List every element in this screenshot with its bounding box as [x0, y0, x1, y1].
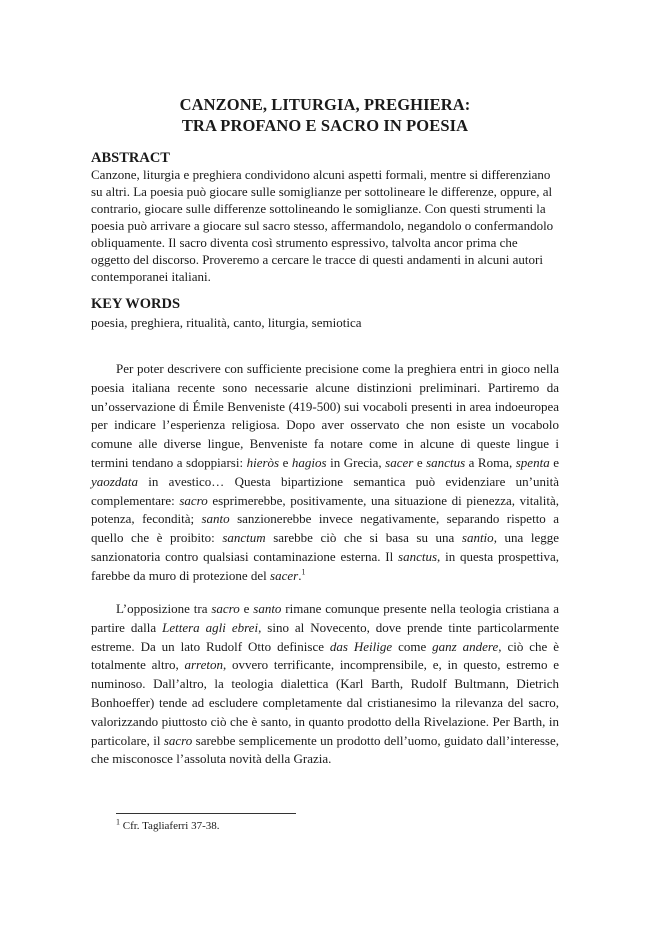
- body-paragraph-1: Per poter descrivere con sufficiente precisione come la preghiera entri in gioco nella poesia italiana recente sono necessarie alcune distinzioni preliminari. Partiremo da un’osservazione di Émile Benveniste (419-500) sui vocaboli presenti in area indoeuropea per indicare l’esperienza religiosa. Dopo aver osservato che non esiste un vocabolo comune alle diverse lingue, Benveniste fa notare come in alcune di queste lingue i termini tendano a sdoppiarsi: hieròs e hagios in Grecia, sacer e sanctus a Roma, spenta e yaozdata in avestico… Questa bipartizione semantica può evidenziare un’unità complementare: sacro esprimerebbe, positivamente, una situazione di pienezza, vitalità, potenza, fecondità; santo sanzionerebbe invece negativamente, separando rispetto a quello che è proibito: sanctum sarebbe ciò che si basa su una santio, una legge sanzionatoria contro qualsiasi contaminazione esterna. Il sanctus, in questa prospettiva, farebbe da muro di protezione del sacer.$^1$: [91, 361, 559, 583]
- footnote-mark: 1: [116, 817, 120, 827]
- body-paragraph-2: L’opposizione tra sacro e santo rimane comunque presente nella teologia cristiana a partire dalla Lettera agli ebrei, sino al Novecento, dove prende tinte particolarmente estreme. Da un lato Rudolf Otto definisce das Heilige come ganz andere, ciò che è totalmente altro, arreton, ovvero terrificante, incomprensibile, e, in questo, estremo e numinoso. Dall’altro, la teologia dialettica (Karl Barth, Rudolf Bultmann, Dietrich Bonhoeffer) tende ad escludere completamente dal cristianesimo la rilevanza del sacro, valorizzando piuttosto ciò che è santo, in quanto prodotto della Rivelazione. Per Barth, in particolare, il sacro sarebbe semplicemente un prodotto dell’uomo, guidato dall’interesse, che misconosce l’assoluta novità della Grazia.: [91, 601, 559, 767]
- abstract-heading: ABSTRACT: [91, 150, 170, 166]
- footnote-divider: [116, 813, 296, 814]
- keywords-heading: KEY WORDS: [91, 296, 181, 312]
- paper-title-line-2: TRA PROFANO E SACRO IN POESIA: [181, 116, 469, 135]
- footnote-reference[interactable]: 1: [301, 567, 306, 577]
- abstract-text: Canzone, liturgia e preghiera condividono alcuni aspetti formali, mentre si differenziano su altri. La poesia può giocare sulle somiglianze per sottolineare le differenze, oppure, al contrario, giocare sulle differenze sottolineando le somiglianze. Con questi strumenti la poesia può arrivare a giocare sul sacro stesso, affermandolo, negandolo o confermandolo obliquamente. Il sacro diventa così strumento espressivo, talvolta ancor prima che oggetto del discorso. Proveremo a cercare le tracce di questi andamenti in alcuni autori contemporanei italiani.: [91, 167, 554, 284]
- footnote-text: Cfr. Tagliaferri 37-38.: [120, 820, 220, 832]
- keywords-text: poesia, preghiera, ritualità, canto, liturgia, semiotica: [91, 315, 362, 330]
- paper-title-line-1: CANZONE, LITURGIA, PREGHIERA:: [179, 95, 471, 114]
- footnote: [116, 817, 220, 832]
